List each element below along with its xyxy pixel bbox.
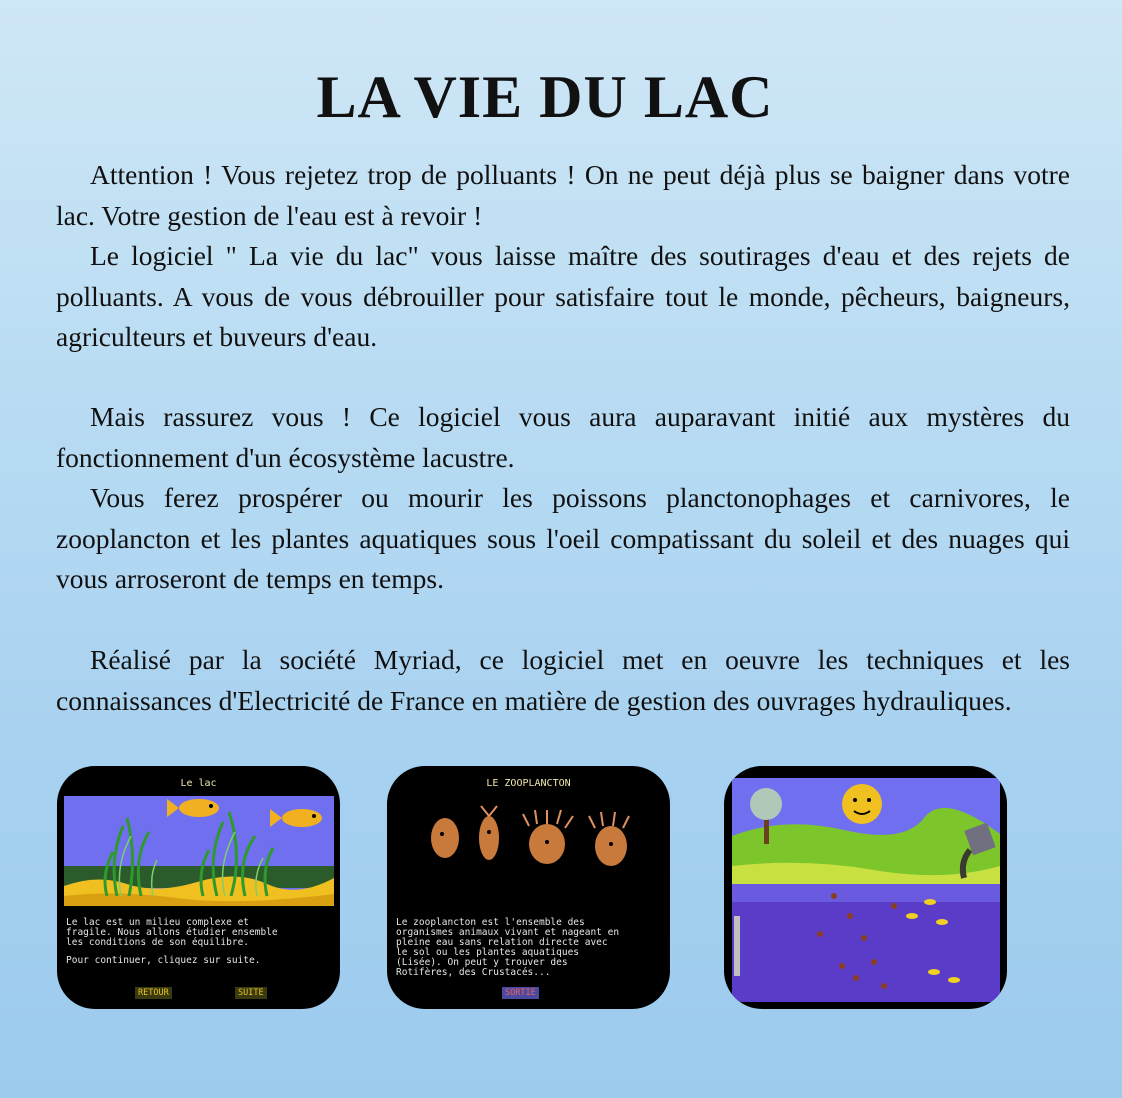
page-title: LA VIE DU LAC <box>316 64 774 130</box>
next-button[interactable]: SUITE <box>235 987 267 999</box>
sun-icon <box>842 784 882 824</box>
ecosystem-section <box>56 397 1070 600</box>
screenshot-simulation <box>724 766 1007 1009</box>
simulation-illustration <box>724 766 1007 1009</box>
lake-scene-illustration <box>57 766 340 1009</box>
screenshot-lac-prompt: Pour continuer, cliquez sur suite. <box>66 955 261 966</box>
screenshot-lac-title: Le lac <box>180 778 217 789</box>
screenshot-lac-text: Le lac est un milieu complexe et fragile. Nous allons étudier ensemble les conditions de son équilibre. <box>66 917 278 948</box>
screenshot-zooplancton <box>387 766 670 1009</box>
paragraph-warning: Attention ! Vous rejetez trop de polluants ! On ne peut déjà plus se baigner dans votre lac. Votre gestion de l'eau est à revoir ! <box>56 159 1070 231</box>
back-button[interactable]: RETOUR <box>135 987 172 999</box>
paragraph-software: Le logiciel " La vie du lac" vous laisse maître des soutirages d'eau et des rejets de polluants. A vous de vous débrouiller pour satisfaire tout le monde, pêcheurs, baigneurs, agriculteurs et buveurs d'eau. <box>56 240 1070 352</box>
screenshot-lac <box>57 766 340 1009</box>
screenshot-zooplancton-text: Le zooplancton est l'ensemble des organismes animaux vivant et nageant en pleine eau sans relation directe avec le sol ou les plantes aquatiques (Lisée). On peut y trouver des Rotifères, des Crustacés... <box>396 917 620 978</box>
exit-button[interactable]: SORTIE <box>502 987 539 999</box>
screenshot-zooplancton-title: LE ZOOPLANCTON <box>486 778 571 789</box>
paragraph-species: Vous ferez prospérer ou mourir les poissons planctonophages et carnivores, le zooplancton et les plantes aquatiques sous l'oeil compatissant du soleil et des nuages qui vous arroseront de temps en temps. <box>56 482 1070 594</box>
credits-section <box>56 640 1070 721</box>
paragraph-reassure: Mais rassurez vous ! Ce logiciel vous aura auparavant initié aux mystères du fonctionnement d'un écosystème lacustre. <box>56 401 1070 473</box>
paragraph-credits: Réalisé par la société Myriad, ce logiciel met en oeuvre les techniques et les connaissances d'Electricité de France en matière de gestion des ouvrages hydrauliques. <box>56 644 1070 716</box>
intro-section <box>56 155 1070 358</box>
